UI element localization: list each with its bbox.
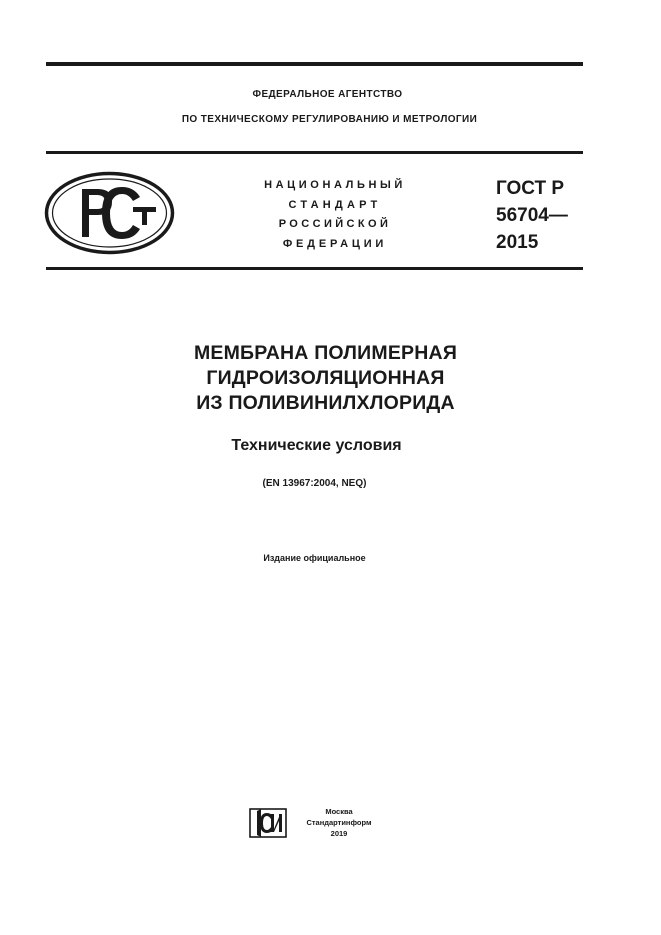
designation-line3: 2015 [496,232,539,253]
document-subtitle: Технические условия [231,437,402,454]
bottom-rule [46,267,583,270]
standard-designation [496,175,568,256]
standartinform-logo-icon [249,808,287,838]
standard-type-line4: ФЕДЕРАЦИИ [282,237,388,250]
edition-note: Издание официальное [263,553,366,563]
publisher-year: 2019 [330,829,348,838]
agency-name-line2: ПО ТЕХНИЧЕСКОМУ РЕГУЛИРОВАНИЮ И МЕТРОЛОГИИ [181,114,478,125]
standard-type-line2: СТАНДАРТ [288,198,382,211]
designation-line2: 56704— [496,205,568,226]
title-line2: ГИДРОИЗОЛЯЦИОННАЯ [206,367,445,389]
title-line1: МЕМБРАНА ПОЛИМЕРНАЯ [193,342,458,364]
standard-type-block [240,176,430,254]
rst-certification-mark-icon [44,171,175,255]
top-rule [46,62,583,66]
standard-type-line1: НАЦИОНАЛЬНЫЙ [264,179,406,191]
standard-reference: (EN 13967:2004, NEQ) [262,478,367,489]
title-line3: ИЗ ПОЛИВИНИЛХЛОРИДА [196,392,455,414]
publisher-block [296,806,382,839]
publisher-city: Москва [325,807,353,816]
standard-type-line3: РОССИЙСКОЙ [278,218,392,230]
document-title [0,341,661,416]
designation-line1: ГОСТ Р [496,178,565,199]
publisher-name: Стандартинформ [306,818,372,827]
agency-name-line1: ФЕДЕРАЛЬНОЕ АГЕНТСТВО [252,89,403,100]
middle-rule [46,151,583,154]
